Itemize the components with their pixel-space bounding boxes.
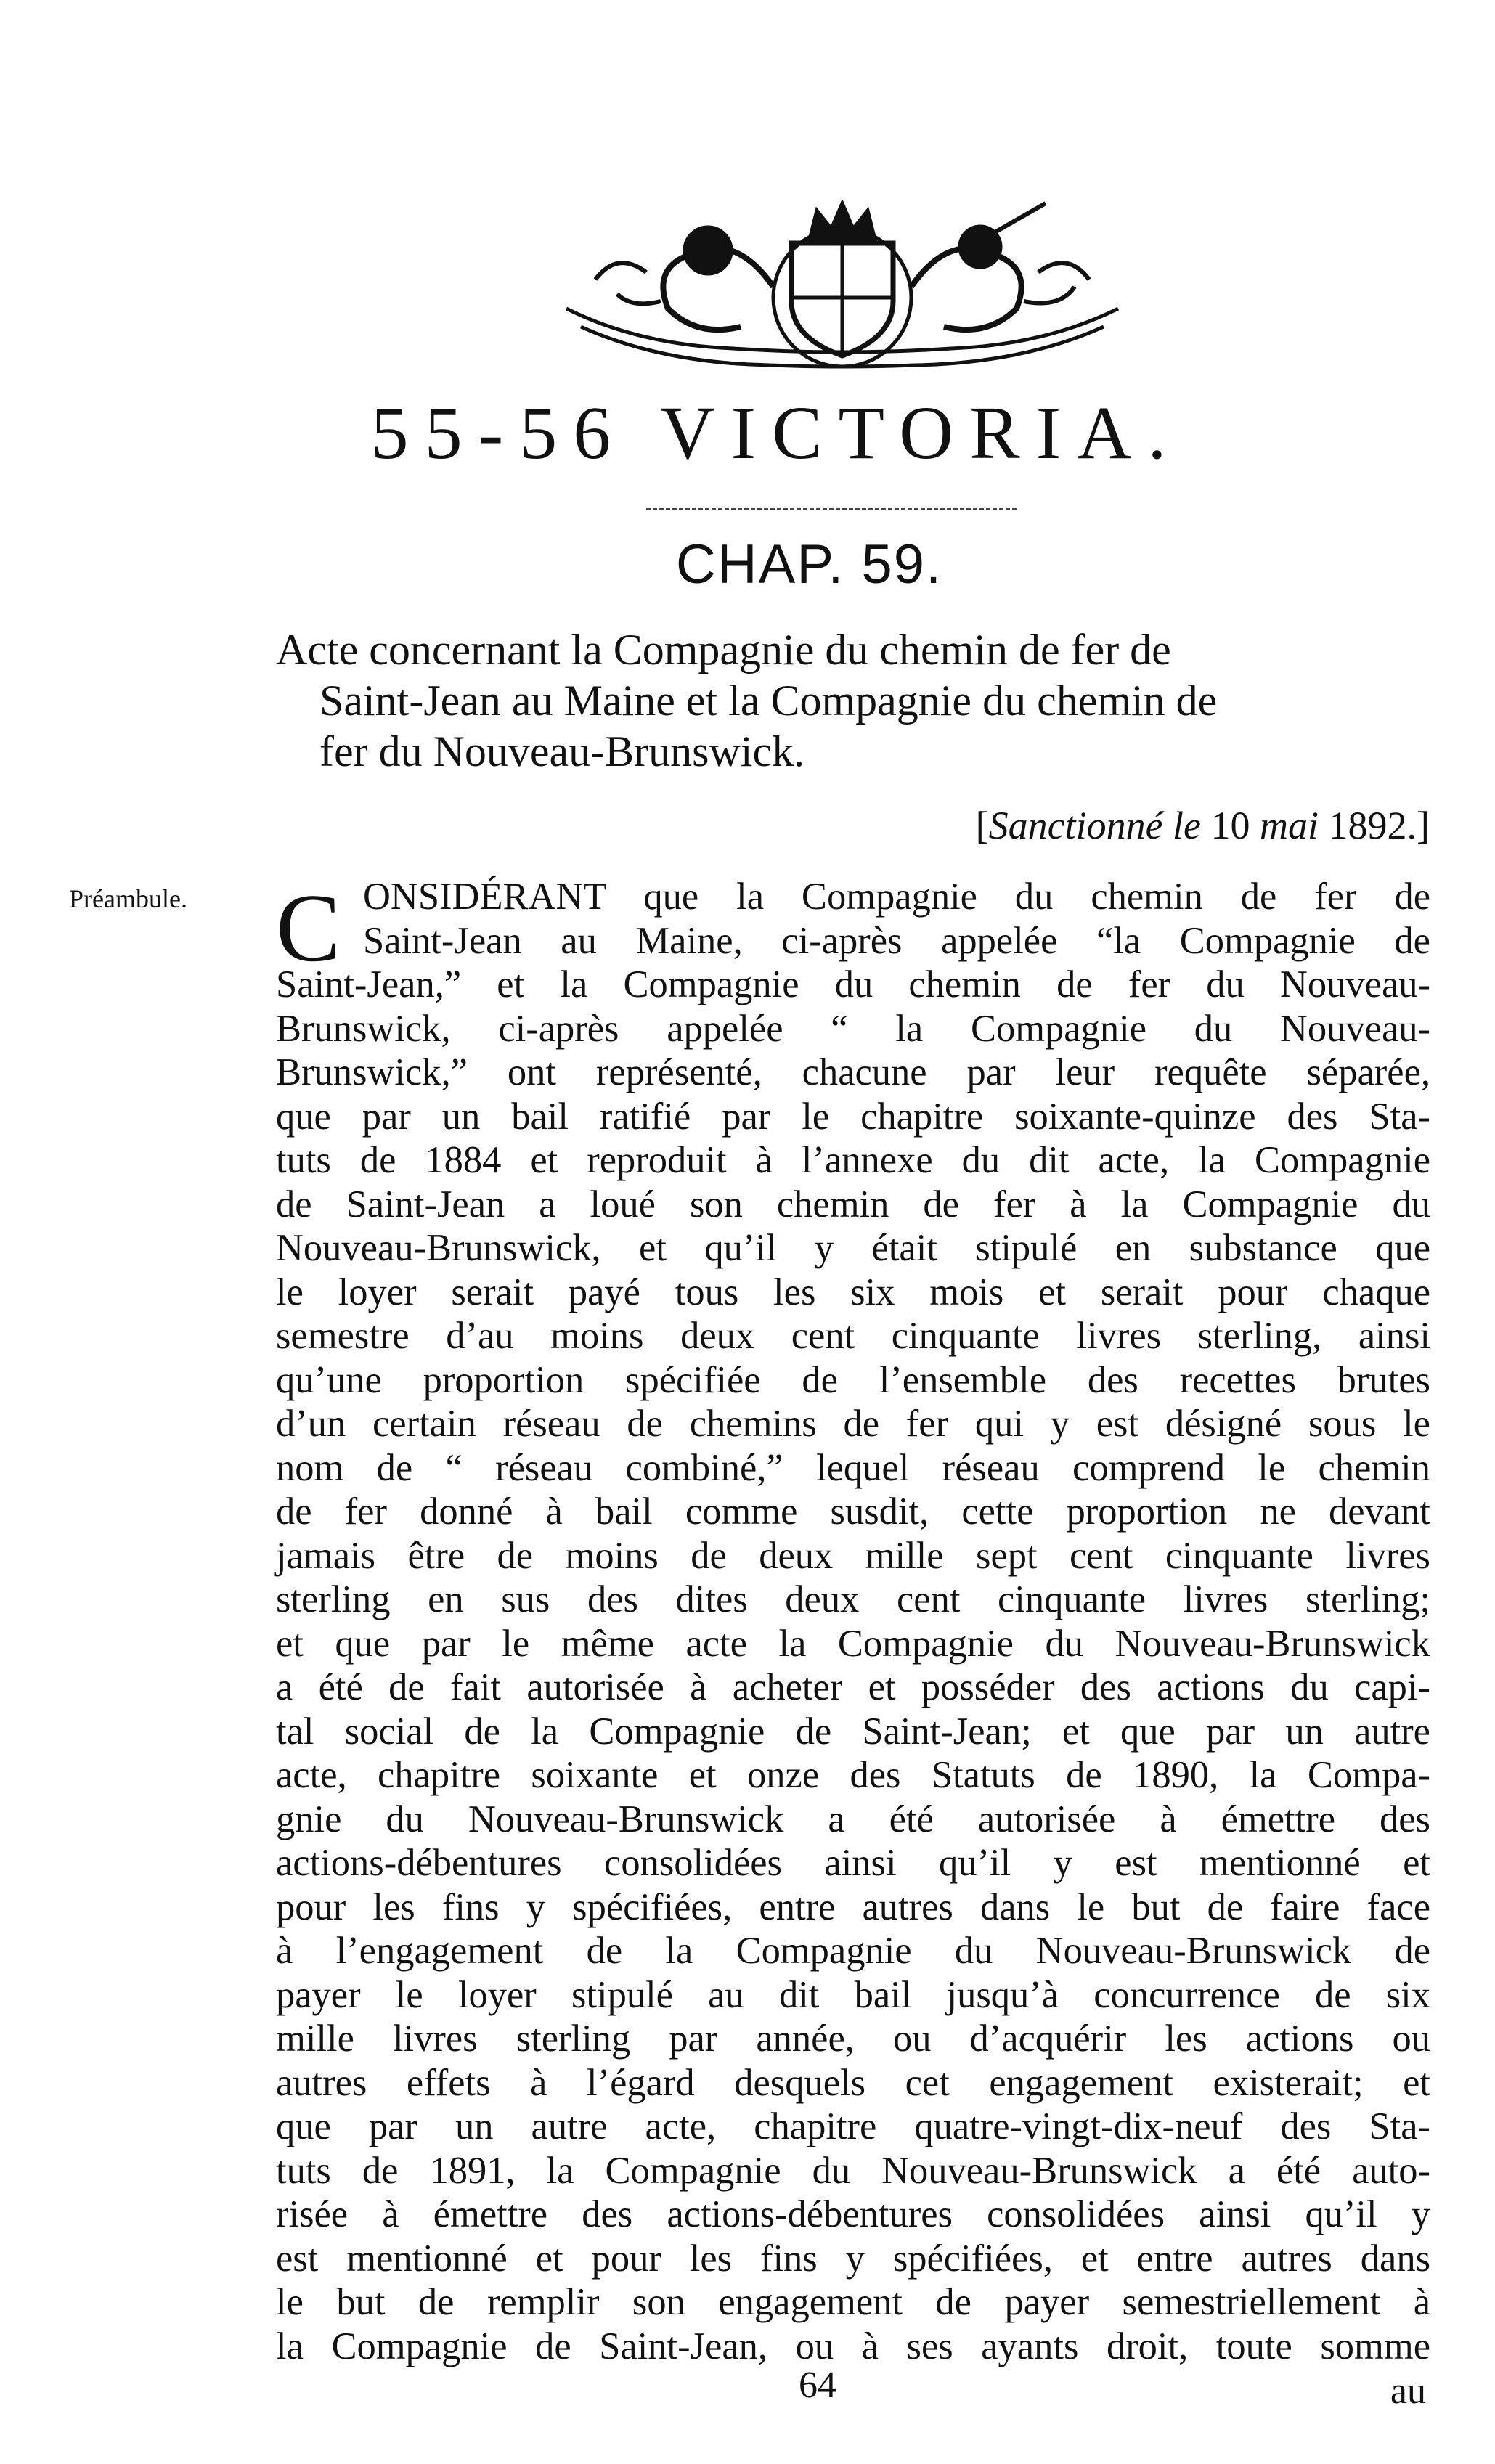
body-line: sterling en sus des dites deux cent cinquante livres sterling; [276, 1578, 1430, 1620]
body-line: Nouveau-Brunswick, et qu’il y était stipulé en substance que [276, 1227, 1430, 1269]
body-line: et que par le même acte la Compagnie du Nouveau-Brunswick [276, 1622, 1430, 1665]
body-line: jamais être de moins de deux mille sept cent cinquante livres [276, 1534, 1430, 1577]
body-line: ONSIDÉRANT que la Compagnie du chemin de fer de [363, 876, 1430, 918]
body-line: a été de fait autorisée à acheter et posséder des actions du capi- [276, 1666, 1430, 1708]
title-divider [646, 508, 1017, 510]
body-line: Saint-Jean,” et la Compagnie du chemin de fer du Nouveau- [276, 963, 1430, 1005]
page-number: 64 [799, 2365, 836, 2406]
sanction-label: Sanctionné le [988, 804, 1202, 847]
body-line: de Saint-Jean a loué son chemin de fer à la Compagnie du [276, 1183, 1430, 1225]
drop-cap: C [276, 874, 341, 982]
body-line: à l’engagement de la Compagnie du Nouveau-Brunswick de [276, 1930, 1430, 1972]
subtitle-line: fer du Nouveau-Brunswick. [319, 727, 805, 775]
preamble-text [276, 875, 1430, 2368]
subtitle-line: Acte concernant la Compagnie du chemin de fer de [276, 626, 1171, 674]
body-line: actions-débentures consolidées ainsi qu’il y est mentionné et [276, 1842, 1430, 1884]
body-line: acte, chapitre soixante et onze des Statuts de 1890, la Compa- [276, 1754, 1430, 1796]
royal-coat-of-arms-icon [552, 200, 1133, 374]
body-line: que par un autre acte, chapitre quatre-vingt-dix-neuf des Sta- [276, 2105, 1430, 2147]
sanction-open-bracket: [ [975, 804, 989, 847]
body-line: d’un certain réseau de chemins de fer qui y est désigné sous le [276, 1403, 1430, 1445]
body-line: Brunswick,” ont représenté, chacune par leur requête séparée, [276, 1051, 1430, 1093]
body-line: pour les fins y spécifiées, entre autres dans le but de faire face [276, 1885, 1430, 1928]
body-line: risée à émettre des actions-débentures consolidées ainsi qu’il y [276, 2193, 1430, 2235]
body-line: le loyer serait payé tous les six mois et serait pour chaque [276, 1270, 1430, 1313]
body-line: est mentionné et pour les fins y spécifiées, et entre autres dans [276, 2237, 1430, 2280]
subtitle-line: Saint-Jean au Maine et la Compagnie du chemin de [319, 677, 1218, 725]
body-line: mille livres sterling par année, ou d’acquérir les actions ou [276, 2018, 1430, 2060]
body-line: tuts de 1884 et reproduit à l’annexe du dit acte, la Compagnie [276, 1139, 1430, 1181]
body-line: qu’une proportion spécifiée de l’ensemble des recettes brutes [276, 1358, 1430, 1401]
catchword: au [1390, 2370, 1426, 2412]
body-line: tuts de 1891, la Compagnie du Nouveau-Brunswick a été auto- [276, 2149, 1430, 2192]
sanction-date [976, 806, 1430, 845]
body-line: de fer donné à bail comme susdit, cette proportion ne devant [276, 1490, 1430, 1533]
body-line: Saint-Jean au Maine, ci-après appelée “la Compagnie de [363, 919, 1430, 962]
sanction-day: 10 [1210, 804, 1250, 847]
body-line: que par un bail ratifié par le chapitre soixante-quinze des Sta- [276, 1095, 1430, 1138]
body-line: semestre d’au moins deux cent cinquante livres sterling, ainsi [276, 1315, 1430, 1357]
margin-note-preamble: Préambule. [69, 884, 187, 913]
sanction-month: mai [1260, 804, 1319, 847]
body-line: nom de “ réseau combiné,” lequel réseau comprend le chemin [276, 1446, 1430, 1489]
body-line: payer le loyer stipulé au dit bail jusqu’à concurrence de six [276, 1973, 1430, 2016]
sanction-year: 1892.] [1328, 804, 1430, 847]
body-line: Brunswick, ci-après appelée “ la Compagnie du Nouveau- [276, 1007, 1430, 1050]
act-title: 55-56 VICTORIA. [370, 391, 1183, 475]
body-line: la Compagnie de Saint-Jean, ou à ses ayants droit, toute somme [276, 2325, 1430, 2367]
body-line: gnie du Nouveau-Brunswick a été autorisée à émettre des [276, 1798, 1430, 1840]
body-line: le but de remplir son engagement de payer semestriellement à [276, 2281, 1430, 2323]
body-line: tal social de la Compagnie de Saint-Jean; et que par un autre [276, 1710, 1430, 1753]
act-subtitle [276, 624, 1430, 777]
body-line: autres effets à l’égard desquels cet engagement existerait; et [276, 2061, 1430, 2104]
chapter-heading: CHAP. 59. [675, 534, 943, 595]
